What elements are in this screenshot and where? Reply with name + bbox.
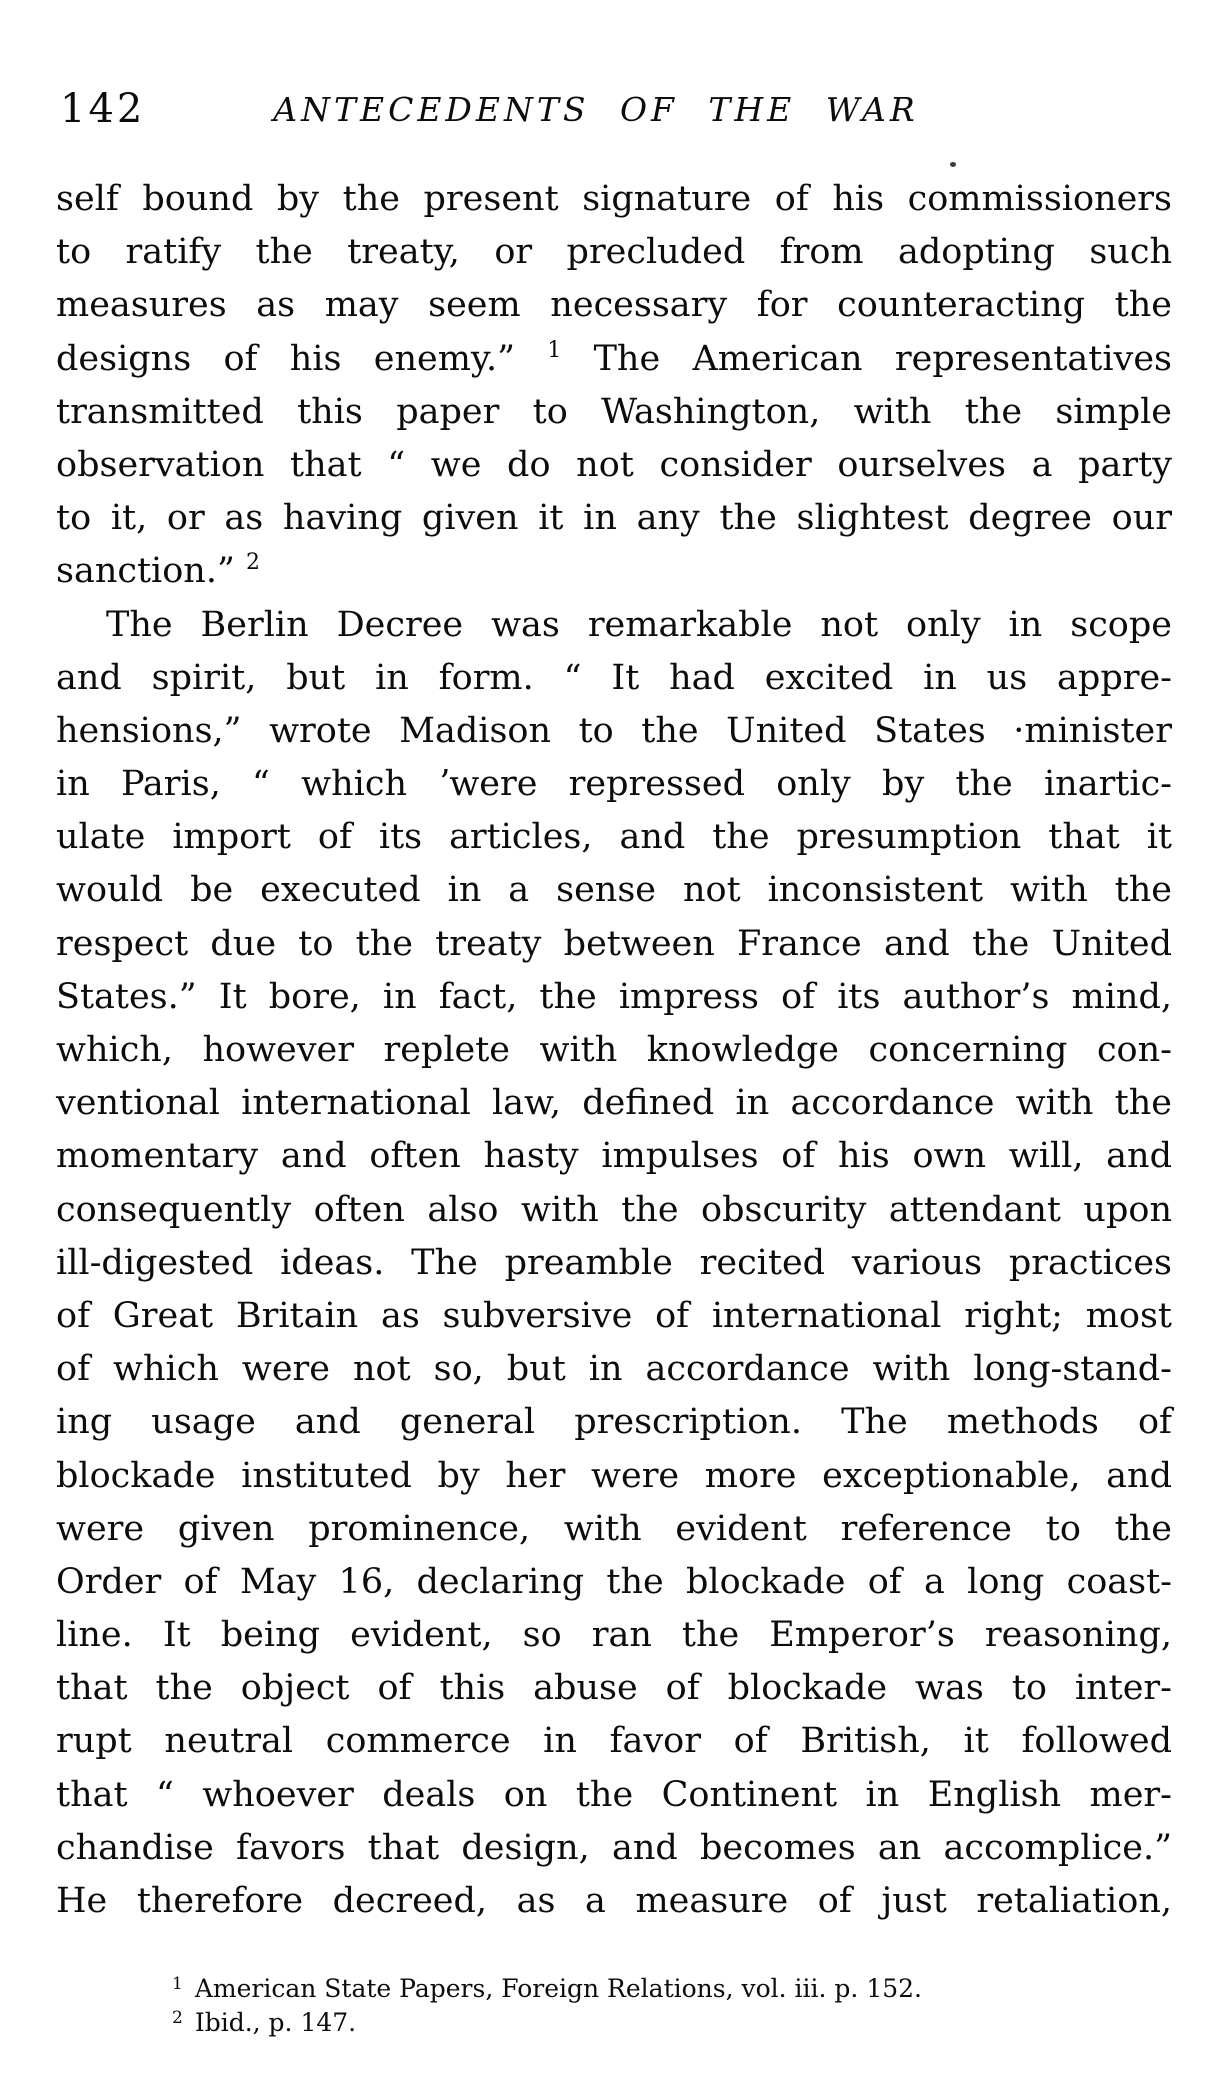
text-line: ing usage and general prescription. The methods of (56, 1402, 1172, 1443)
text-line: ill-digested ideas. The preamble recited various practices (56, 1242, 1172, 1283)
text-line: self bound by the present signature of his commissioners (56, 179, 1172, 219)
text-line: transmitted this paper to Washington, with the simple (56, 391, 1172, 432)
footnote: $^2$ Ibid., p. 147. (172, 2008, 357, 2037)
text-line: that the object of this abuse of blockade was to inter- (56, 1668, 1172, 1709)
text-line: blockade instituted by her were more exceptionable, and (56, 1455, 1172, 1496)
text-line: ventional international law, defined in accordance with the (56, 1083, 1172, 1124)
text-line: which, however replete with knowledge concerning con- (56, 1030, 1172, 1070)
text-line: and spirit, but in form. “ It had excited in us appre- (56, 657, 1172, 698)
footnote-marker: 2 (246, 550, 260, 576)
text-line: respect due to the treaty between France and the United (56, 923, 1172, 964)
footnote-number: 2 (172, 2008, 183, 2028)
text-line: in Paris, “ which ʼwere repressed only by the inartic- (56, 764, 1172, 805)
text-line: that “ whoever deals on the Continent in English mer- (56, 1774, 1172, 1815)
text-line: to it, or as having given it in any the slightest degree our (56, 498, 1172, 539)
text-line: line. It being evident, so ran the Emperor’s reasoning, (56, 1615, 1172, 1656)
text-line: would be executed in a sense not inconsistent with the (56, 870, 1172, 911)
text-line: States.” It bore, in fact, the impress of its author’s mind, (56, 976, 1172, 1017)
text-line: designs of his enemy.” $^1$ The American representatives (56, 337, 1172, 379)
footnote: $^1$ American State Papers, Foreign Relations, vol. iii. p. 152. (172, 1974, 922, 2003)
text-line: of which were not so, but in accordance with long-stand- (56, 1349, 1172, 1390)
running-header-title: ANTECEDENTS OF THE WAR (273, 90, 919, 129)
footnote-marker: 1 (547, 337, 562, 363)
text-line: of Great Britain as subversive of international right; most (56, 1295, 1172, 1336)
text-line: measures as may seem necessary for counteracting the (56, 285, 1172, 326)
page-number: 142 (60, 86, 146, 132)
text-line: hensions,” wrote Madison to the United States ·minister (56, 710, 1172, 751)
footnote-number: 1 (172, 1974, 183, 1994)
text-line: to ratify the treaty, or precluded from adopting such (56, 232, 1172, 273)
body-text (56, 173, 1172, 1928)
text-line: The Berlin Decree was remarkable not only in scope (106, 604, 1172, 645)
text-line: consequently often also with the obscurity attendant upon (56, 1189, 1172, 1230)
text-line: ulate import of its articles, and the presumption that it (56, 817, 1172, 858)
scan-artifact-dot (950, 162, 956, 167)
text-line: sanction.” $^2$ (56, 550, 260, 592)
text-line: were given prominence, with evident reference to the (56, 1508, 1172, 1549)
text-line: Order of May 16, declaring the blockade of a long coast- (56, 1561, 1172, 1602)
text-line: chandise favors that design, and becomes an accomplice.” (56, 1827, 1172, 1868)
text-line: He therefore decreed, as a measure of just retaliation, (56, 1881, 1172, 1921)
text-line: observation that “ we do not consider ourselves a party (56, 444, 1172, 485)
text-line: rupt neutral commerce in favor of British, it followed (56, 1721, 1172, 1762)
footnotes-section (172, 1972, 922, 2040)
text-line: momentary and often hasty impulses of his own will, and (56, 1136, 1172, 1177)
